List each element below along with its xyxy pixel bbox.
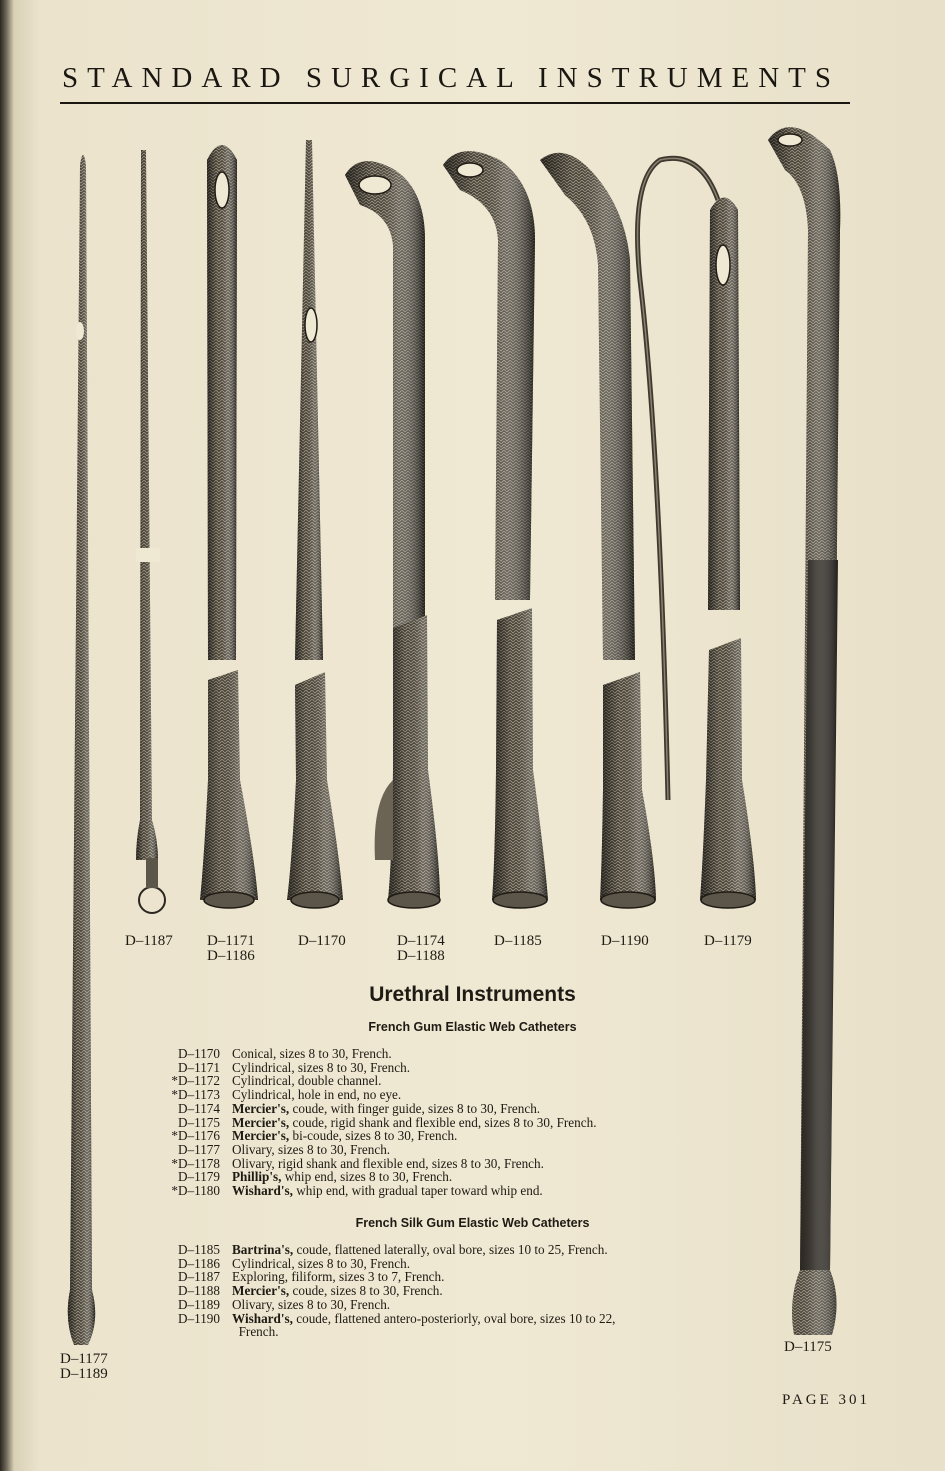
list-item: *D–1173 Cylindrical, hole in end, no eye. xyxy=(171,1087,402,1103)
list-gum-elastic xyxy=(150,1047,790,1198)
page-number: PAGE 301 xyxy=(782,1392,871,1408)
catheter-d1179 xyxy=(638,158,757,908)
list-item: D–1187 Exploring, filiform, sizes 3 to 7, French. xyxy=(177,1269,445,1285)
list-item: D–1170 Conical, sizes 8 to 30, French. xyxy=(177,1046,392,1061)
catheter-d1170 xyxy=(287,140,343,908)
label-d1187: D–1187 xyxy=(125,933,173,949)
label-d1185: D–1185 xyxy=(494,933,542,949)
list-item: *D–1176 Mercier's, bi-coude, sizes 8 to 30, French. xyxy=(171,1128,458,1144)
group-title-silk-gum-elastic: French Silk Gum Elastic Web Catheters xyxy=(355,1216,590,1230)
label-d1175: D–1175 xyxy=(784,1339,832,1355)
label-d1170: D–1170 xyxy=(298,933,346,949)
page-header-title: STANDARD SURGICAL INSTRUMENTS xyxy=(62,62,841,94)
catheter-d1171 xyxy=(200,145,258,908)
list-item: D–1177 Olivary, sizes 8 to 30, French. xyxy=(177,1141,391,1157)
list-item: *D–1178 Olivary, rigid shank and flexible end, sizes 8 to 30, French. xyxy=(171,1155,544,1171)
list-item: D–1174 Mercier's, coude, with finger guide, sizes 8 to 30, French. xyxy=(177,1100,541,1116)
section-title: Urethral Instruments xyxy=(369,983,576,1006)
list-item: D–1188 Mercier's, coude, sizes 8 to 30, French. xyxy=(177,1283,443,1299)
catheter-d1185 xyxy=(443,151,548,908)
list-item: D–1185 Bartrina's, coude, flattened laterally, oval bore, sizes 10 to 25, French. xyxy=(177,1242,608,1257)
list-item: D–1179 Phillip's, whip end, sizes 8 to 30, French. xyxy=(177,1169,453,1185)
list-item: *D–1172 Cylindrical, double channel. xyxy=(171,1073,382,1089)
list-item: *D–1180 Wishard's, whip end, with gradual taper toward whip end. xyxy=(171,1183,543,1199)
list-silk-gum-elastic xyxy=(150,1243,790,1339)
list-item: D–1190 Wishard's, coude, flattened antero-posteriorly, oval bore, sizes 10 to 22, xyxy=(177,1310,616,1326)
label-d1190: D–1190 xyxy=(601,933,649,949)
list-item: French. xyxy=(232,1324,279,1340)
catheter-d1177 xyxy=(68,155,95,1345)
list-item: D–1171 Cylindrical, sizes 8 to 30, French. xyxy=(177,1059,410,1075)
label-d1179: D–1179 xyxy=(704,933,752,949)
label-d1174-d1188: D–1174 D–1188 xyxy=(397,933,445,964)
list-item: D–1189 Olivary, sizes 8 to 30, French. xyxy=(177,1296,391,1312)
catheter-d1174 xyxy=(345,161,440,908)
group-title-gum-elastic: French Gum Elastic Web Catheters xyxy=(368,1020,577,1034)
list-item: D–1175 Mercier's, coude, rigid shank and flexible end, sizes 8 to 30, French. xyxy=(177,1114,597,1130)
label-d1171-d1186: D–1171 D–1186 xyxy=(207,933,255,964)
catheter-d1187 xyxy=(136,150,165,913)
list-item: D–1186 Cylindrical, sizes 8 to 30, French. xyxy=(177,1255,410,1271)
label-d1177-d1189: D–1177 D–1189 xyxy=(60,1351,108,1382)
